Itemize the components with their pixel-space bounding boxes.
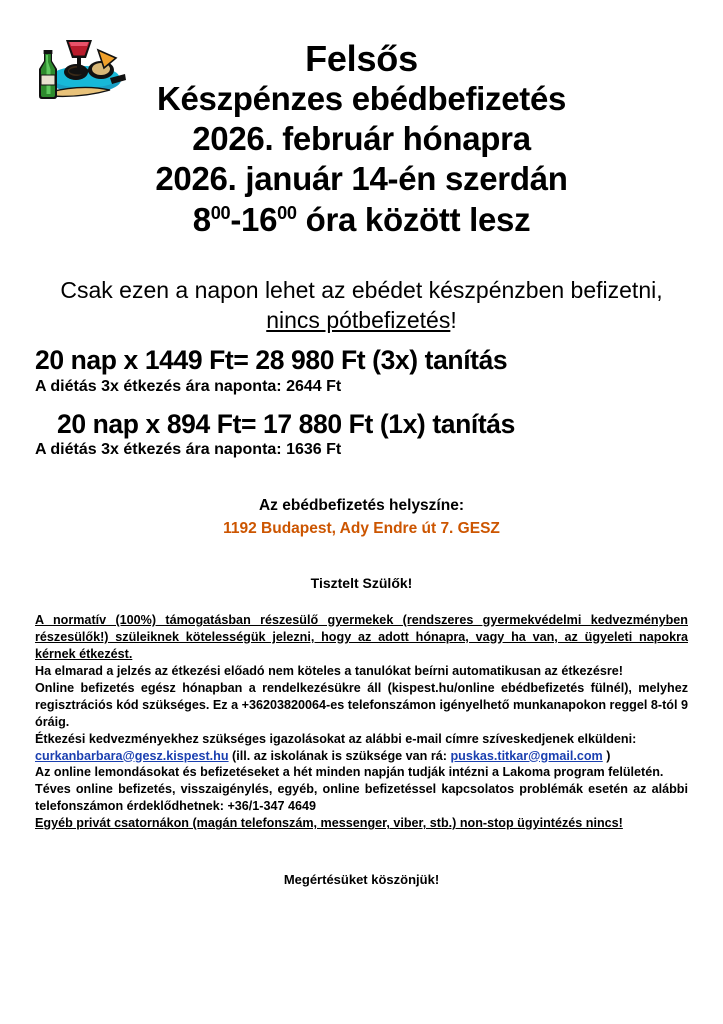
paragraph-online-payment: Online befizetés egész hónapban a rendelkezésükre áll (kispest.hu/online ebédbefizetés fülnél), melyhez regisztrációs kód szükséges. Ez a +36203820064-es telefonszámon igényelhető munkanapokon reggel 8-tól 9 óráig. (35, 680, 688, 729)
email-note-after: ) (602, 748, 611, 763)
body-text (35, 612, 688, 832)
paragraph-email-intro: Étkezési kedvezményekhez szükséges igazolásokat az alábbi e-mail címre szíveskedjenek elküldeni: (35, 731, 637, 746)
salutation: Tisztelt Szülők! (310, 575, 413, 591)
venue-section (0, 494, 723, 541)
lead-text-part2: ! (450, 307, 457, 334)
price-line-3x: 20 nap x 1449 Ft= 28 980 Ft (3x) tanítás (35, 345, 508, 375)
price-spacer (35, 398, 688, 409)
page-title: Felsős (305, 38, 418, 79)
paragraph-missed-notice-warning: Ha elmarad a jelzés az étkezési előadó nem köteles a tanulókat beírni automatikusan az étkezésre! (35, 663, 623, 678)
time-suffix: óra között lesz (296, 200, 531, 238)
title-block (0, 40, 723, 240)
email-link-primary[interactable]: curkanbarbara@gesz.kispest.hu (35, 748, 229, 763)
title-line-payment-hours (0, 200, 723, 240)
venue-label: Az ebédbefizetés helyszíne: (258, 497, 464, 514)
email-note-before: (ill. az iskolának is szüksége van rá: (228, 748, 451, 763)
paragraph-email-addresses (35, 748, 688, 765)
diet-price-line-3x: A diétás 3x étkezés ára naponta: 2644 Ft (35, 377, 342, 395)
title-line-payment-date: 2026. január 14-én szerdán (155, 160, 568, 198)
paragraph-payment-problems: Téves online befizetés, visszaigénylés, egyéb, online befizetéssel kapcsolatos problémák esetén az alábbi telefonszámon érdeklődhetnek: +36/1-347 4649 (35, 782, 688, 814)
paragraph-lakoma-program: Az online lemondásokat és befizetéseket a hét minden napján tudják intézni a Lakoma program felületén. (35, 765, 664, 780)
time-end-hour: 16 (241, 200, 278, 238)
price-line-1x: 20 nap x 894 Ft= 17 880 Ft (1x) tanítás (57, 408, 515, 439)
lead-paragraph (55, 275, 668, 336)
closing-line: Megértésüket köszönjük! (283, 872, 440, 887)
paragraph-private-channels: Egyéb privát csatornákon (magán telefonszám, messenger, viber, stb.) non-stop ügyintézés nincs! (35, 816, 623, 831)
diet-price-line-1x: A diétás 3x étkezés ára naponta: 1636 Ft (35, 441, 342, 459)
venue-address: 1192 Budapest, Ady Endre út 7. GESZ (223, 520, 500, 538)
lead-text-part1: Csak ezen a napon lehet az ebédet készpénzben befizetni, (60, 277, 663, 303)
title-line-payment-type: Készpénzes ebédbefizetés (156, 79, 567, 117)
time-start-hour: 8 (192, 200, 211, 238)
lead-text-emphasis: nincs pótbefizetés (266, 307, 451, 334)
price-section (35, 345, 688, 461)
email-link-secondary[interactable]: puskas.titkar@gmail.com (450, 748, 603, 763)
paragraph-normative-support: A normatív (100%) támogatásban részesülő gyermekek (rendszeres gyermekvédelmi kedvezményben részesülők!) szüleiknek kötelességük jelezni, hogy az adott hónapra, vagy ha van, az ügyeleti napokra kérnek étkezést. (35, 613, 688, 661)
title-line-target-month: 2026. február hónapra (192, 120, 531, 158)
time-separator: - (230, 200, 242, 238)
time-start-minutes: 00 (210, 202, 231, 223)
time-end-minutes: 00 (277, 202, 297, 223)
